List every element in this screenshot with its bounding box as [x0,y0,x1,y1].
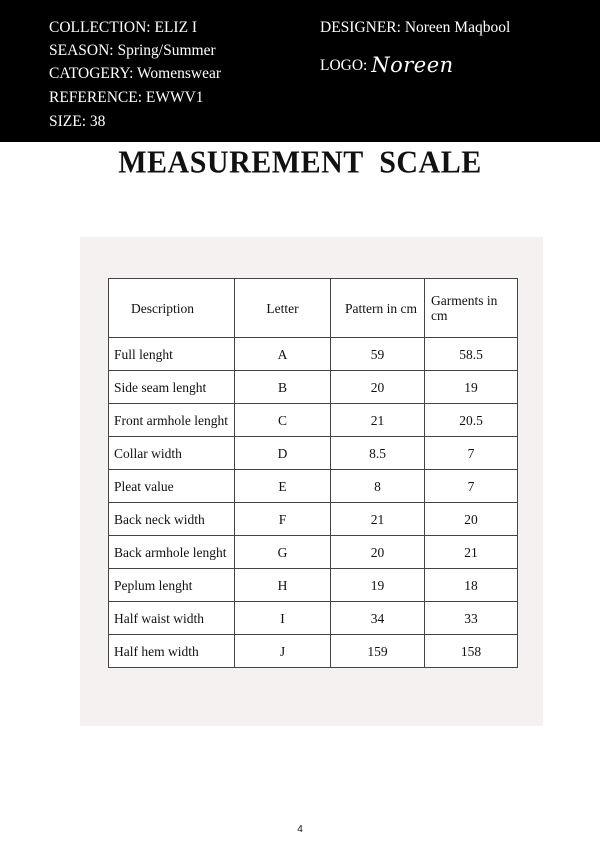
cell-pattern: 8 [331,470,425,503]
cell-pattern: 20 [331,536,425,569]
season-line: SEASON: Spring/Summer [49,42,216,59]
cell-pattern: 20 [331,371,425,404]
cell-garment: 33 [425,602,518,635]
header-letter: Letter [235,279,331,338]
cell-garment: 21 [425,536,518,569]
cell-letter: F [235,503,331,536]
collection-line: COLLECTION: ELIZ I [49,19,198,36]
cell-description: Side seam lenght [109,371,235,404]
cell-letter: E [235,470,331,503]
cell-pattern: 21 [331,503,425,536]
header-description: Description [109,279,235,338]
table-row [109,503,518,536]
table-row [109,371,518,404]
cell-description: Front armhole lenght [109,404,235,437]
cell-garment: 20 [425,503,518,536]
page-number: 4 [297,824,303,835]
table-row [109,635,518,668]
size-line: SIZE: 38 [49,113,106,130]
table-row [109,404,518,437]
designer-line: DESIGNER: Noreen Maqbool [320,19,511,36]
cell-description: Back neck width [109,503,235,536]
header-banner [0,0,600,142]
cell-garment: 19 [425,371,518,404]
table-row [109,569,518,602]
cell-pattern: 159 [331,635,425,668]
cell-garment: 7 [425,437,518,470]
cell-description: Collar width [109,437,235,470]
category-line: CATOGERY: Womenswear [49,65,221,82]
cell-garment: 158 [425,635,518,668]
table-row [109,536,518,569]
cell-letter: H [235,569,331,602]
reference-line: REFERENCE: EWWV1 [49,89,204,106]
cell-description: Half hem width [109,635,235,668]
table-header-row [109,279,518,338]
header-pattern: Pattern in cm [331,279,425,338]
cell-pattern: 19 [331,569,425,602]
logo-line [320,53,454,77]
cell-garment: 58.5 [425,338,518,371]
cell-letter: G [235,536,331,569]
cell-description: Back armhole lenght [109,536,235,569]
cell-pattern: 34 [331,602,425,635]
cell-description: Pleat value [109,470,235,503]
cell-letter: C [235,404,331,437]
measurement-table [108,278,518,668]
cell-description: Peplum lenght [109,569,235,602]
cell-garment: 18 [425,569,518,602]
cell-letter: A [235,338,331,371]
brand-logo: Noreen [371,53,454,77]
logo-label: LOGO: [320,57,368,74]
table-row [109,338,518,371]
cell-letter: J [235,635,331,668]
table-row [109,602,518,635]
cell-pattern: 8.5 [331,437,425,470]
table-row [109,437,518,470]
cell-description: Full lenght [109,338,235,371]
header-garments: Garments in cm [425,279,518,338]
page-title: MEASUREMENT SCALE [118,145,482,180]
cell-letter: D [235,437,331,470]
cell-letter: B [235,371,331,404]
cell-pattern: 59 [331,338,425,371]
cell-letter: I [235,602,331,635]
cell-pattern: 21 [331,404,425,437]
cell-description: Half waist width [109,602,235,635]
cell-garment: 20.5 [425,404,518,437]
cell-garment: 7 [425,470,518,503]
table-row [109,470,518,503]
